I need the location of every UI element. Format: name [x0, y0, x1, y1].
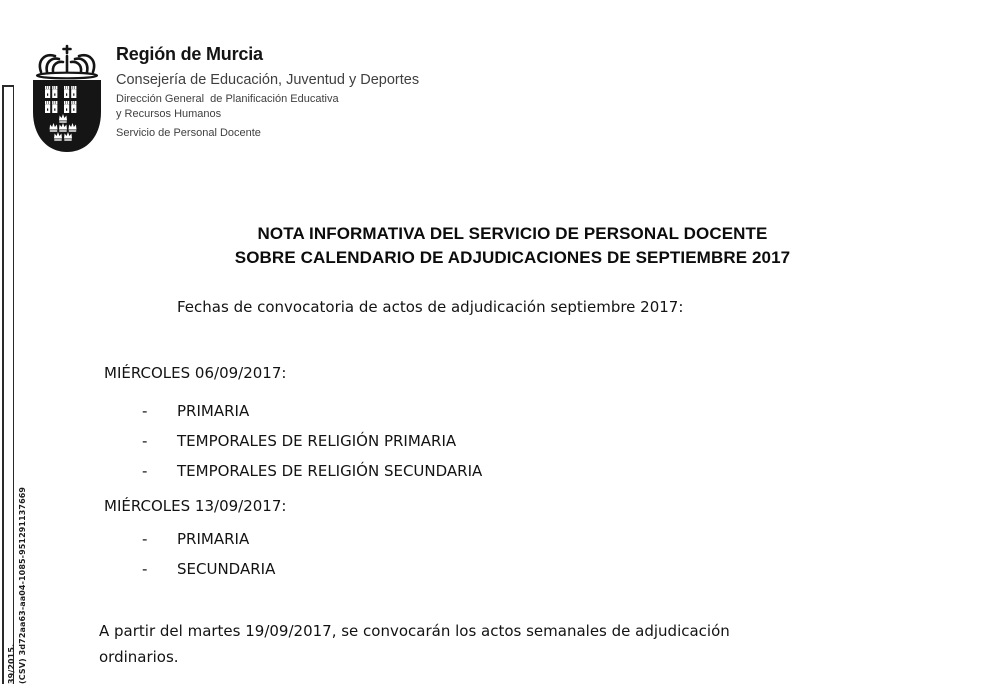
list-marker: - [142, 530, 148, 548]
section-heading-date-1: MIÉRCOLES 06/09/2017: [104, 364, 287, 382]
list-item [142, 530, 249, 548]
list-item-label: PRIMARIA [177, 530, 250, 548]
list-item [142, 462, 482, 480]
closing-paragraph [99, 618, 730, 670]
margin-frame-line-top [2, 85, 14, 87]
list-item-label: TEMPORALES DE RELIGIÓN SECUNDARIA [177, 462, 483, 480]
intro-line: Fechas de convocatoria de actos de adjudicación septiembre 2017: [177, 298, 684, 316]
org-direction-line1: Dirección General de Planificación Educativa [116, 93, 339, 105]
list-item [142, 560, 275, 578]
list-marker: - [142, 560, 148, 578]
list-item-label: SECUNDARIA [177, 560, 276, 578]
list-item [142, 402, 249, 420]
org-department: Consejería de Educación, Juventud y Deportes [116, 72, 420, 88]
list-item-label: TEMPORALES DE RELIGIÓN PRIMARIA [177, 432, 457, 450]
margin-law-reference-text: 39/2015. [7, 643, 16, 684]
list-marker: - [142, 462, 148, 480]
margin-frame-line-inner [13, 85, 15, 684]
document-title-line2: SOBRE CALENDARIO DE ADJUDICACIONES DE SEPTIEMBRE 2017 [234, 248, 791, 267]
letterhead [116, 44, 419, 141]
margin-csv-code-text: (CSV) 3d72aa63-aa04-1085-951291137669 [18, 486, 27, 684]
org-service: Servicio de Personal Docente [116, 127, 261, 139]
list-marker: - [142, 402, 148, 420]
document-title [100, 222, 925, 270]
list-item [142, 432, 456, 450]
list-marker: - [142, 432, 148, 450]
org-name: Región de Murcia [116, 44, 263, 64]
document-title-line1: NOTA INFORMATIVA DEL SERVICIO DE PERSONAL DOCENTE [257, 224, 768, 243]
murcia-coat-of-arms-icon [28, 44, 106, 160]
margin-frame-line-outer [2, 85, 4, 684]
list-item-label: PRIMARIA [177, 402, 250, 420]
closing-line1: A partir del martes 19/09/2017, se convocarán los actos semanales de adjudicación [99, 622, 730, 640]
org-direction-line2: y Recursos Humanos [116, 108, 222, 120]
section-heading-date-2: MIÉRCOLES 13/09/2017: [104, 497, 287, 515]
closing-line2: ordinarios. [99, 648, 179, 666]
